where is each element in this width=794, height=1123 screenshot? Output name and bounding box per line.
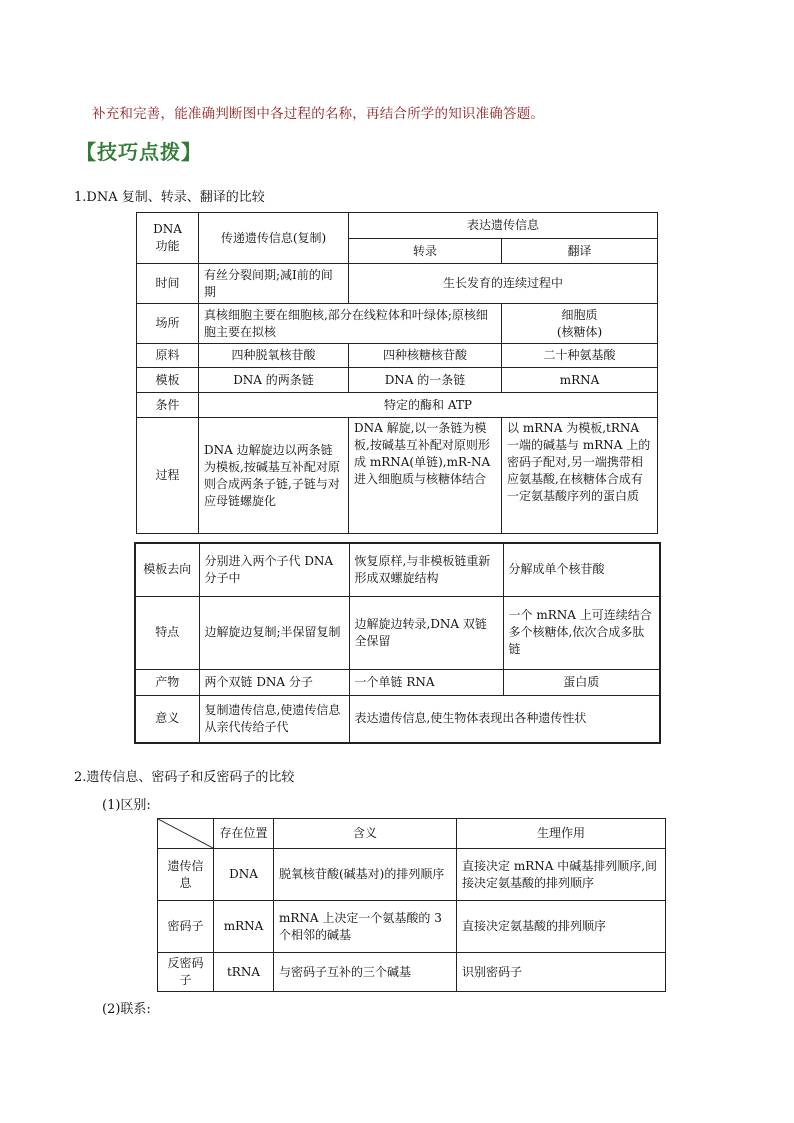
meaning-codon: mRNA 上决定一个氨基酸的 3 个相邻的碱基 <box>274 901 457 953</box>
row-name-codon: 密码子 <box>158 901 214 953</box>
header-dna-function <box>137 213 199 264</box>
row-label-material: 原料 <box>137 344 199 368</box>
product-replication: 两个双链 DNA 分子 <box>199 669 349 695</box>
template-fate-transcription: 恢复原样,与非模板链重新形成双螺旋结构 <box>349 543 503 596</box>
header-expression: 表达遗传信息 <box>349 213 658 239</box>
template-transcription: DNA 的一条链 <box>349 368 502 393</box>
row-label-feature: 特点 <box>135 596 199 669</box>
row-label-condition: 条件 <box>137 393 199 418</box>
header-dna-text: DNA <box>153 222 182 236</box>
meaning-anticodon: 与密码子互补的三个碱基 <box>274 953 457 992</box>
row-label-process: 过程 <box>137 418 199 534</box>
location-codon: mRNA <box>214 901 274 953</box>
process-translation: 以 mRNA 为模板,tRNA 一端的碱基与 mRNA 上的密码子配对,另一端携带相应氨基酸,在核糖体合成有一定氨基酸序列的蛋白质 <box>502 418 658 534</box>
row-name-anticodon: 反密码子 <box>158 953 214 992</box>
time-replication: 有丝分裂间期;减Ⅰ前的间期 <box>199 264 349 304</box>
template-fate-replication: 分别进入两个子代 DNA 分子中 <box>199 543 349 596</box>
significance-expression: 表达遗传信息,使生物体表现出各种遗传性状 <box>349 695 660 743</box>
process-replication: DNA 边解旋边以两条链为模板,按碱基互补配对原则合成两条子链,子链与对应母链螺旋化 <box>199 418 349 534</box>
feature-translation: 一个 mRNA 上可连续结合多个核糖体,依次合成多肽链 <box>503 596 660 669</box>
significance-replication: 复制遗传信息,使遗传信息从亲代传给子代 <box>199 695 349 743</box>
material-transcription: 四种核糖核苷酸 <box>349 344 502 368</box>
place-translation: 细胞质 (核糖体) <box>502 304 658 344</box>
role-genetic-info: 直接决定 mRNA 中碱基排列顺序,间接决定氨基酸的排列顺序 <box>457 849 666 901</box>
place-replication-transcription: 真核细胞主要在细胞核,部分在线粒体和叶绿体;原核细胞主要在拟核 <box>199 304 502 344</box>
feature-transcription: 边解旋边转录,DNA 双链全保留 <box>349 596 503 669</box>
row-label-product: 产物 <box>135 669 199 695</box>
location-genetic-info: DNA <box>214 849 274 901</box>
header-translation: 翻译 <box>502 239 658 264</box>
codon-comparison-table <box>157 818 666 992</box>
row-label-place: 场所 <box>137 304 199 344</box>
row-label-time: 时间 <box>137 264 199 304</box>
material-translation: 二十种氨基酸 <box>502 344 658 368</box>
template-translation: mRNA <box>502 368 658 393</box>
template-replication: DNA 的两条链 <box>199 368 349 393</box>
header-meaning: 含义 <box>274 819 457 849</box>
diagonal-header-cell <box>158 819 214 849</box>
product-transcription: 一个单链 RNA <box>349 669 503 695</box>
comparison-table-part1 <box>136 212 658 534</box>
subsection-relation: (2)联系: <box>102 1002 151 1017</box>
process-transcription: DNA 解旋,以一条链为模板,按碱基互补配对原则形成 mRNA(单链),mR-NA 进入细胞质与核糖体结合 <box>349 418 502 534</box>
section-2-title: 2.遗传信息、密码子和反密码子的比较 <box>74 770 295 785</box>
location-anticodon: tRNA <box>214 953 274 992</box>
header-location: 存在位置 <box>214 819 274 849</box>
diagonal-line <box>158 819 213 848</box>
row-label-template: 模板 <box>137 368 199 393</box>
row-name-genetic-info: 遗传信息 <box>158 849 214 901</box>
role-codon: 直接决定氨基酸的排列顺序 <box>457 901 666 953</box>
comparison-table-part2 <box>134 542 661 744</box>
intro-text: 补充和完善，能准确判断图中各过程的名称，再结合所学的知识准确答题。 <box>92 106 545 122</box>
row-label-significance: 意义 <box>135 695 199 743</box>
product-translation: 蛋白质 <box>503 669 660 695</box>
meaning-genetic-info: 脱氧核苷酸(碱基对)的排列顺序 <box>274 849 457 901</box>
header-transcription: 转录 <box>349 239 502 264</box>
header-role: 生理作用 <box>457 819 666 849</box>
material-replication: 四种脱氧核苷酸 <box>199 344 349 368</box>
feature-replication: 边解旋边复制;半保留复制 <box>199 596 349 669</box>
section-heading: 【技巧点拨】 <box>76 140 202 164</box>
section-1-title: 1.DNA 复制、转录、翻译的比较 <box>74 190 265 205</box>
subsection-differences: (1)区别: <box>102 798 151 813</box>
role-anticodon: 识别密码子 <box>457 953 666 992</box>
header-replication: 传递遗传信息(复制) <box>199 213 349 264</box>
row-label-template-fate: 模板去向 <box>135 543 199 596</box>
time-expression: 生长发育的连续过程中 <box>349 264 658 304</box>
header-function-text: 功能 <box>155 239 180 253</box>
condition-all: 特定的酶和 ATP <box>199 393 658 418</box>
template-fate-translation: 分解成单个核苷酸 <box>503 543 660 596</box>
